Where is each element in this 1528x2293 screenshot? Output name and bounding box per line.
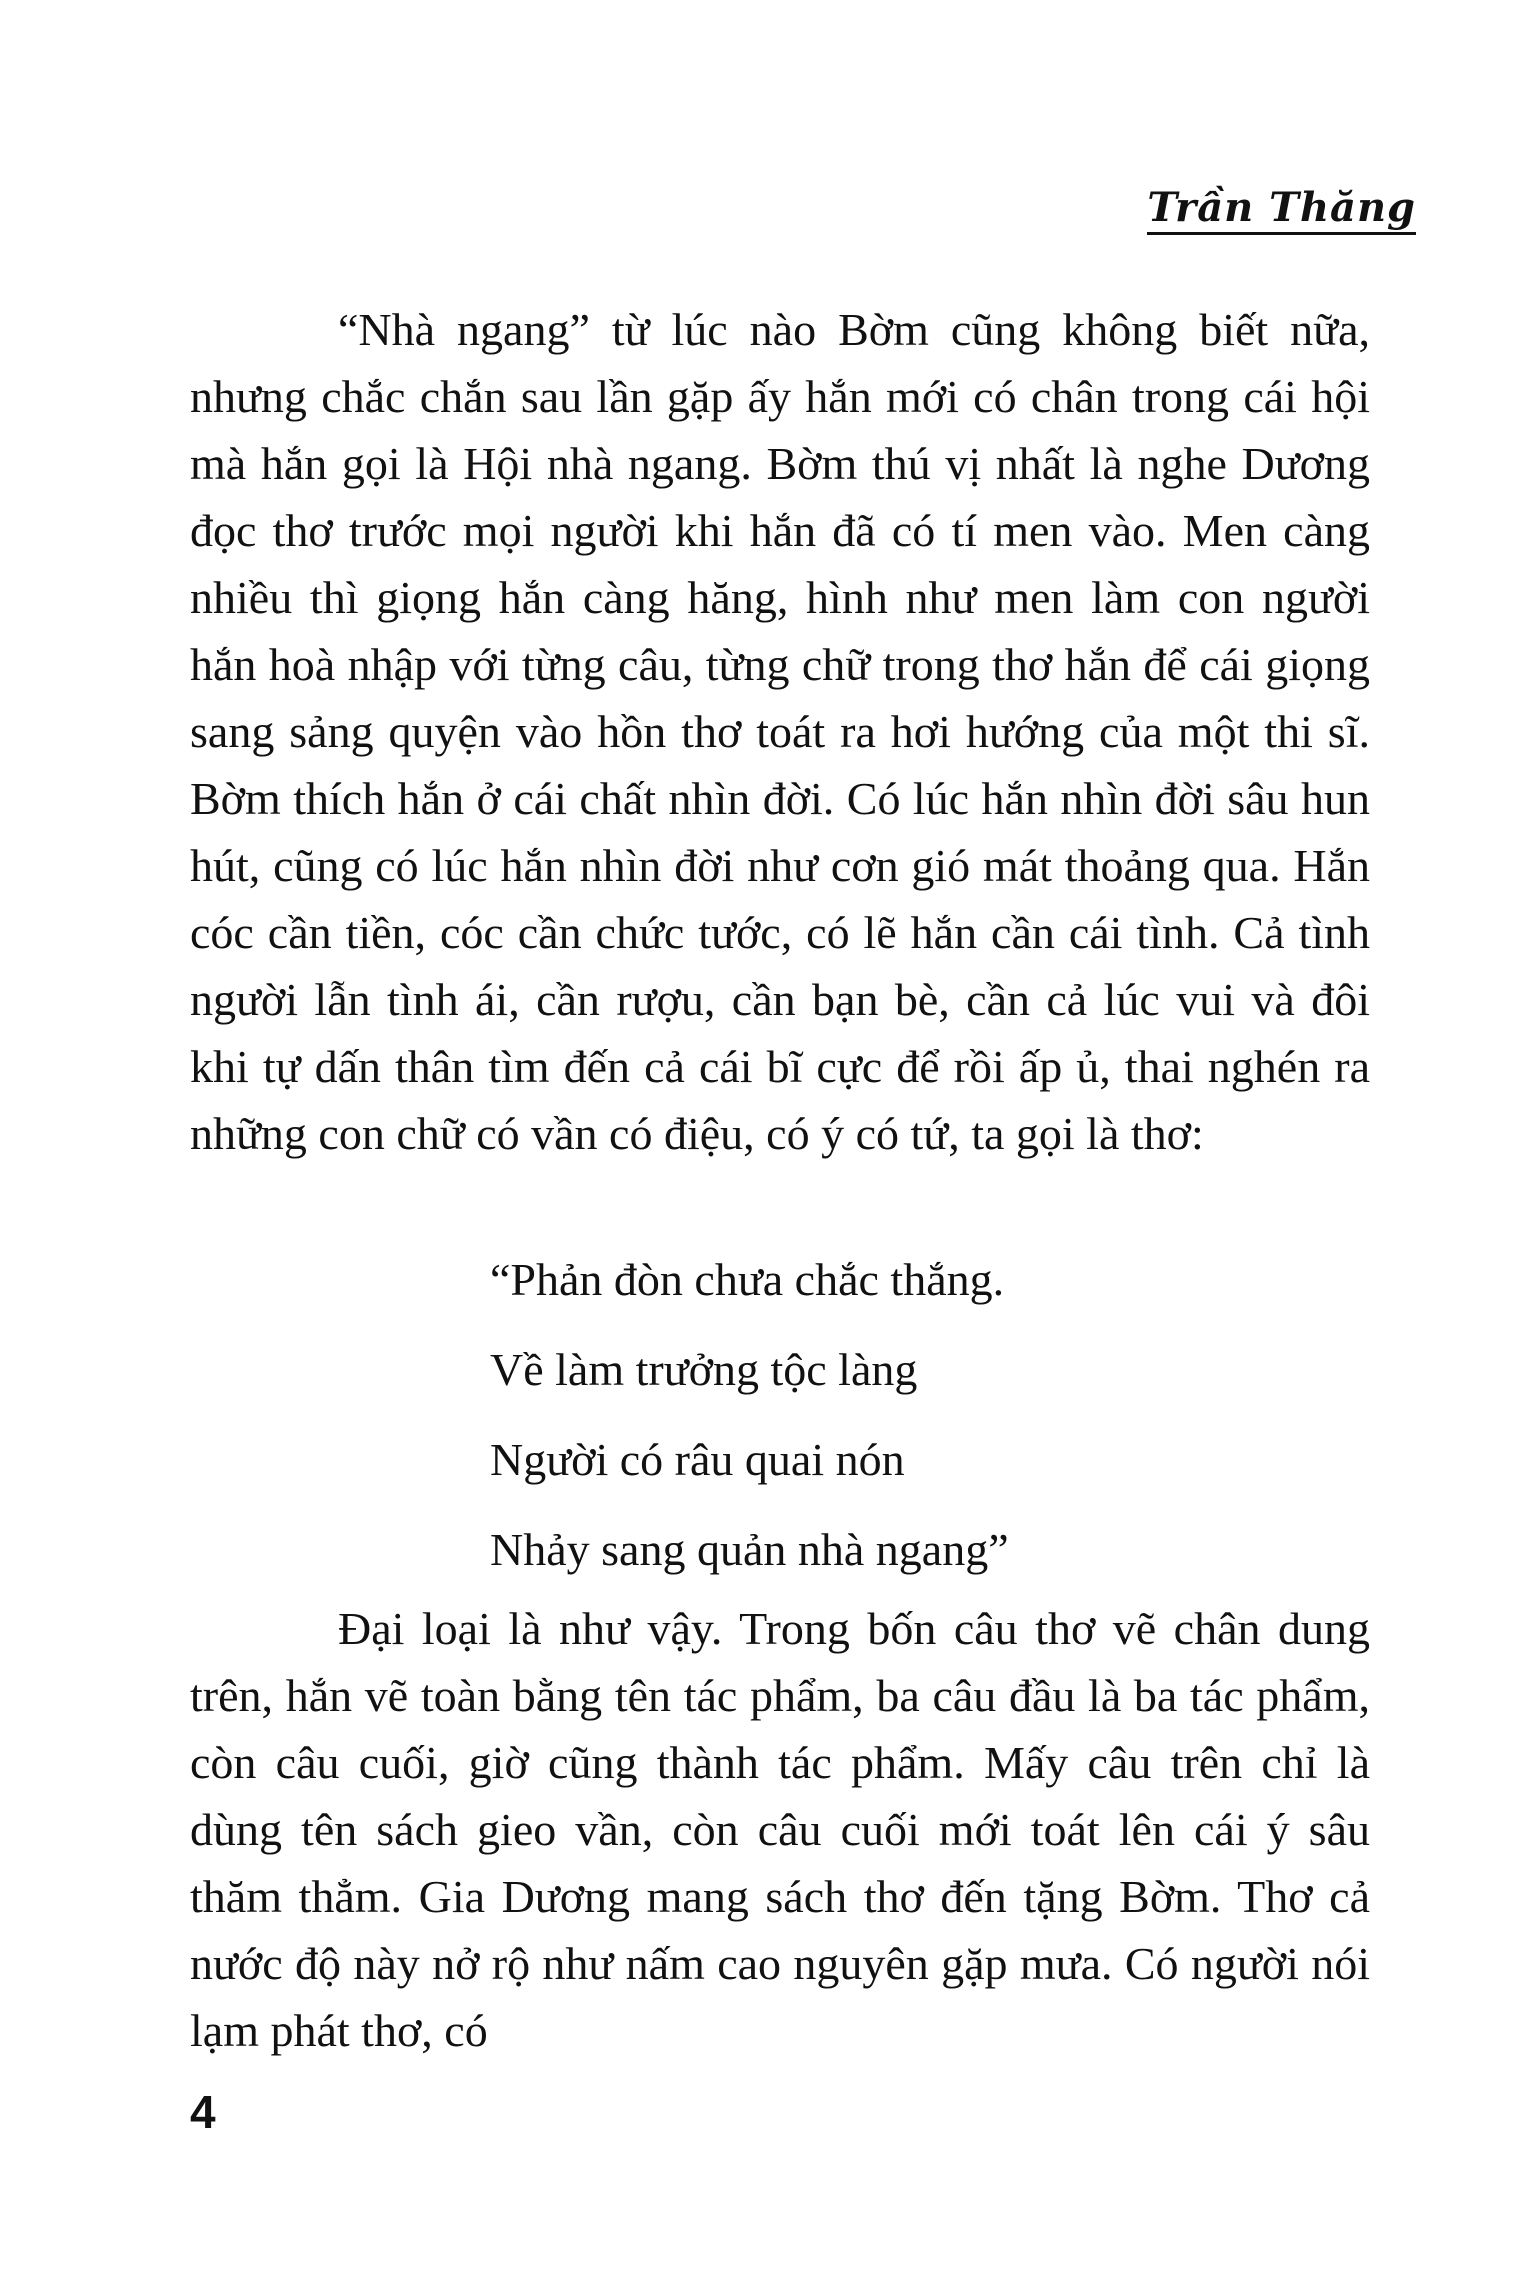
body-paragraph-2-block [190, 1595, 1370, 2064]
page-number: 4 [190, 2086, 216, 2138]
verse-line: Về làm trưởng tộc làng [490, 1344, 918, 1395]
body-paragraph-1-block [190, 296, 1370, 1167]
body-paragraph: Đại loại là như vậy. Trong bốn câu thơ vẽ chân dung trên, hắn vẽ toàn bằng tên tác phẩm, ba câu đầu là ba tác phẩm, còn câu cuối, giờ cũng thành tác phẩm. Mấy câu trên chỉ là dùng tên sách gieo vần, còn câu cuối mới toát lên cái ý sâu thăm thẳm. Gia Dương mang sách thơ đến tặng Bờm. Thơ cả nước độ này nở rộ như nấm cao nguyên gặp mưa. Có người nói lạm phát thơ, có [190, 1603, 1370, 2056]
verse-line: “Phản đòn chưa chắc thắng. [490, 1254, 1005, 1305]
verse-block [490, 1235, 1009, 1595]
verse-line: Nhảy sang quản nhà ngang” [490, 1524, 1009, 1575]
body-paragraph: “Nhà ngang” từ lúc nào Bờm cũng không biết nữa, nhưng chắc chắn sau lần gặp ấy hắn mới có chân trong cái hội mà hắn gọi là Hội nhà ngang. Bờm thú vị nhất là nghe Dương đọc thơ trước mọi người khi hắn đã có tí men vào. Men càng nhiều thì giọng hắn càng hăng, hình như men làm con người hắn hoà nhập với từng câu, từng chữ trong thơ hắn để cái giọng sang sảng quyện vào hồn thơ toát ra hơi hướng của một thi sĩ. Bờm thích hắn ở cái chất nhìn đời. Có lúc hắn nhìn đời sâu hun hút, cũng có lúc hắn nhìn đời như cơn gió mát thoảng qua. Hắn cóc cần tiền, cóc cần chức tước, có lẽ hắn cần cái tình. Cả tình người lẫn tình ái, cần rượu, cần bạn bè, cần cả lúc vui và đôi khi tự dấn thân tìm đến cả cái bĩ cực để rồi ấp ủ, thai nghén ra những con chữ có vần có điệu, có ý có tứ, ta gọi là thơ: [190, 304, 1370, 1159]
running-head-author: Trần Thăng [1147, 186, 1416, 235]
verse-line: Người có râu quai nón [490, 1434, 905, 1485]
